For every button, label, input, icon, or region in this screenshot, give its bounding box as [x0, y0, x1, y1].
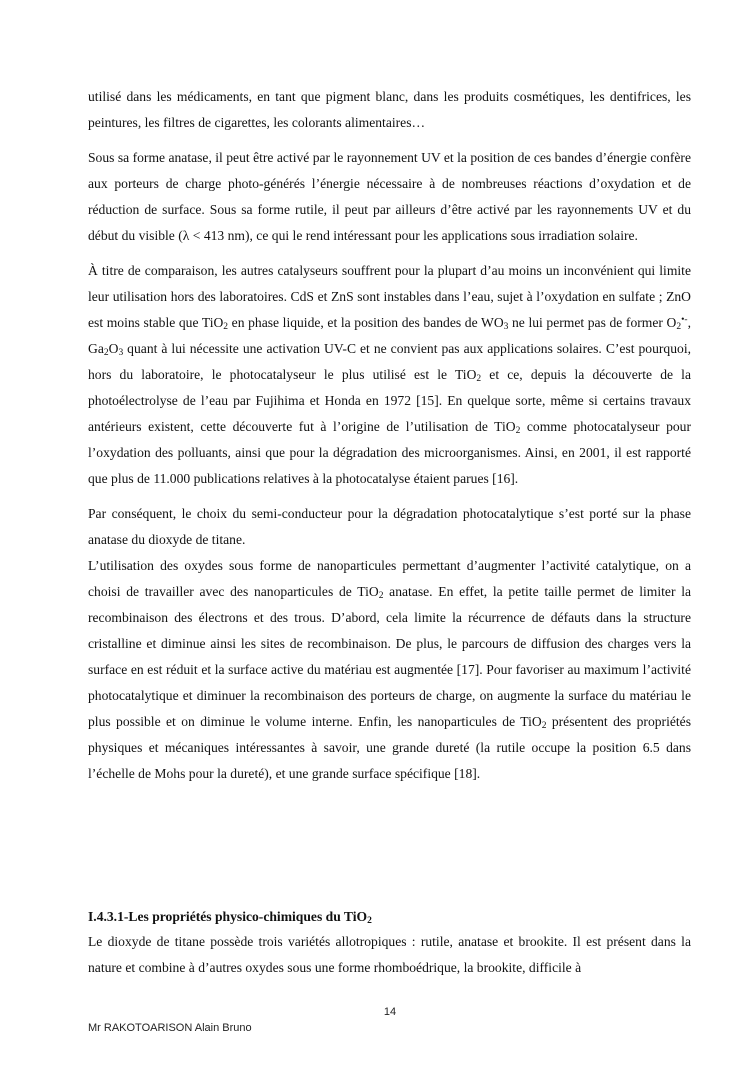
paragraph-uses-text: utilisé dans les médicaments, en tant que pigment blanc, dans les produits cosmétiques, les dentifrices, les peintures, les filtres de cigarettes, les colorants alimentaires…	[88, 89, 691, 130]
subscript: 3	[503, 322, 509, 332]
paragraph-conclusion	[88, 501, 691, 553]
subscript: 2	[541, 721, 547, 731]
text-segment: présentent des propriétés physiques et mécaniques intéressantes à savoir, une grande dureté (la rutile occupe la position 6.5 dans l’échelle de Mohs pour la dureté), et une grande surface spécifique [18].	[88, 714, 691, 781]
subscript: 2	[476, 374, 482, 384]
paragraph-anatase-rutile-text: Sous sa forme anatase, il peut être activé par le rayonnement UV et la position de ces bandes d’énergie confère aux porteurs de charge photo-générés l’énergie nécessaire à de nombreuses réactions d’oxydation et de réduction de surface. Sous sa forme rutile, il peut par ailleurs d’être activé par les rayonnements UV et du début du visible (λ < 413 nm), ce qui le rend intéressant pour les applications sous irradiation solaire.	[88, 150, 691, 243]
text-segment: en phase liquide, et la position des bandes de WO	[228, 315, 504, 330]
paragraph-conclusion-text: Par conséquent, le choix du semi-conducteur pour la dégradation photocatalytique s’est porté sur la phase anatase du dioxyde de titane.	[88, 506, 691, 547]
paragraph-anatase-rutile	[88, 145, 691, 249]
text-segment: , Ga	[88, 315, 692, 356]
subscript: 2	[676, 322, 682, 332]
paragraph-allotropes-text: Le dioxyde de titane possède trois variétés allotropiques : rutile, anatase et brookite. Il est présent dans la nature et combine à d’autres oxydes sous une forme rhomboédrique, la brookite, difficile à	[88, 934, 691, 975]
document-body	[88, 84, 691, 787]
paragraph-uses	[88, 84, 691, 136]
footer-author: Mr RAKOTOARISON Alain Bruno	[88, 1022, 252, 1034]
subscript: 2	[378, 591, 384, 601]
subscript: 2	[103, 348, 109, 358]
text-segment: O	[108, 341, 119, 356]
subscript: 2	[515, 426, 521, 436]
paragraph-allotropes	[88, 929, 691, 981]
text-segment: L’utilisation des oxydes sous forme de nanoparticules permettant d’augmenter l’activité catalytique, on a choisi de travailler avec des nanoparticules de TiO	[88, 558, 691, 599]
page-number: 14	[383, 1006, 397, 1018]
section-heading-text: I.4.3.1-Les propriétés physico-chimiques du TiO	[88, 909, 368, 924]
subscript: 2	[223, 322, 229, 332]
text-segment: anatase. En effet, la petite taille permet de limiter la recombinaison des électrons et des trous. D’abord, cela limite la récurrence de défauts dans la structure cristalline et diminue ainsi les sites de recombinaison. De plus, le parcours de diffusion des charges vers la surface en est réduit et la surface active du matériau est augmentée [17]. Pour favoriser au maximum l’activité photocatalytique et diminuer la recombinaison des porteurs de charge, on augmente la surface du matériau le plus possible et on diminue le volume interne. Enfin, les nanoparticules de TiO	[88, 584, 692, 729]
text-segment: ne lui permet pas de former O	[508, 315, 677, 330]
section-heading	[88, 904, 691, 930]
superscript-radical: •-	[681, 315, 688, 325]
subscript: 3	[118, 348, 124, 358]
paragraph-nanoparticles	[88, 553, 691, 787]
paragraph-comparison	[88, 258, 691, 492]
text-segment: À titre de comparaison, les autres catalyseurs souffrent pour la plupart d’au moins un inconvénient qui limite leur utilisation hors des laboratoires. CdS et ZnS sont instables dans l’eau, sujet à l’oxydation en sulfate ; ZnO est moins stable que TiO	[88, 263, 691, 330]
subscript: 2	[367, 916, 372, 926]
text-segment: comme photocatalyseur pour l’oxydation des polluants, ainsi que pour la dégradation des microorganismes. Ainsi, en 2001, il est rapporté que plus de 11.000 publications relatives à la photocatalyse étaient parues [16].	[88, 419, 691, 486]
text-segment: et ce, depuis la découverte de la photoélectrolyse de l’eau par Fujihima et Honda en 1972 [15]. En quelque sorte, même si certains travaux antérieurs existent, cette découverte fut à l’origine de l’utilisation de TiO	[88, 367, 691, 434]
text-segment: quant à lui nécessite une activation UV-C et ne convient pas aux applications solaires. C’est pourquoi, hors du laboratoire, le photocatalyseur le plus utilisé est le TiO	[88, 341, 691, 382]
